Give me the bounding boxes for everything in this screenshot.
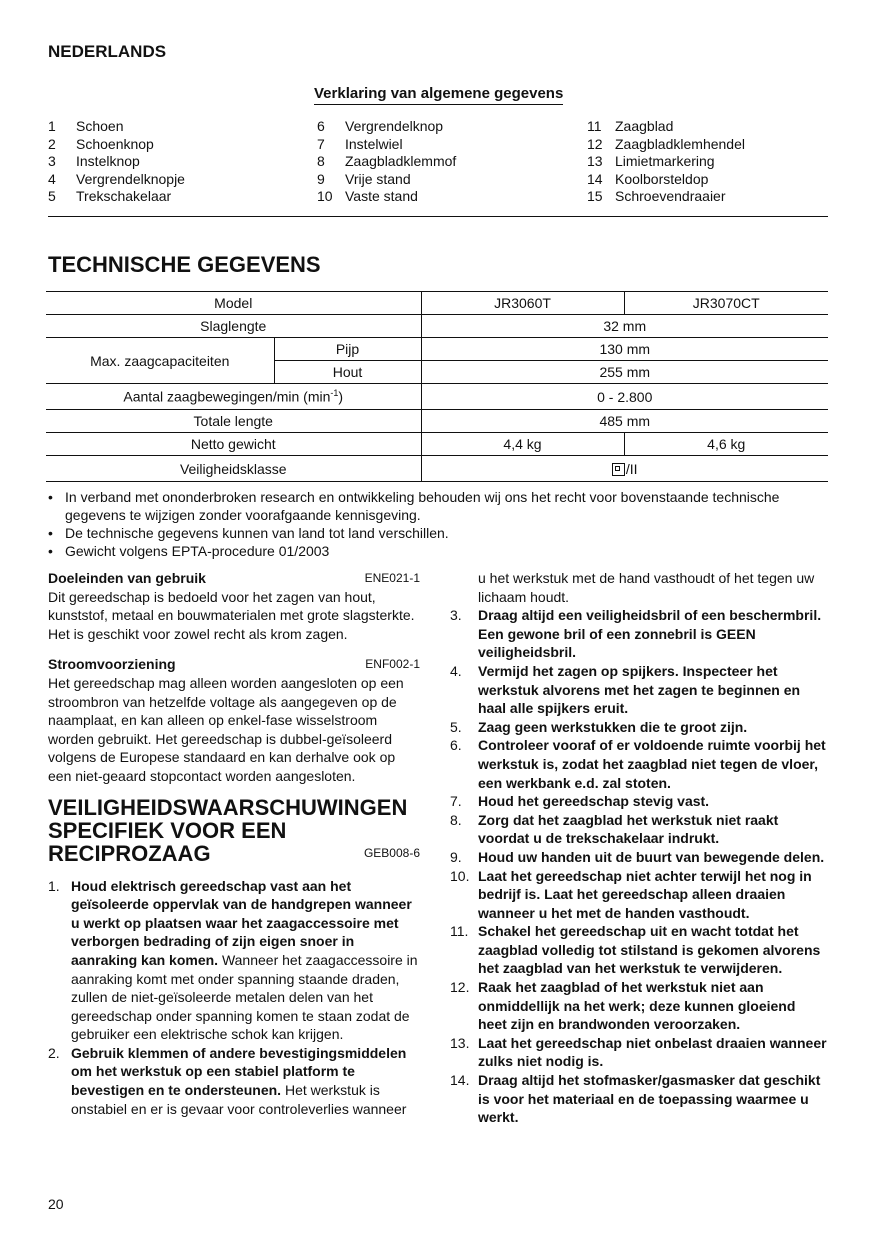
declaration-title: Verklaring van algemene gegevens (314, 85, 563, 105)
list-item: 9. Houd uw handen uit de buurt van bewegende delen. (450, 848, 825, 865)
safety-heading: VEILIGHEIDSWAARSCHUWINGEN SPECIFIEK VOOR EEN RECIPROZAAG GEB008-6 (48, 794, 420, 866)
power-supply-text: Het gereedschap mag alleen worden aangesloten op een stroombron van hetzelfde voltage als aangegeven op de naamplaat, en kan alleen op enkel-fase wisselstroom worden gebruikt. Het gereedschap is dubbel-geïsoleerd volgens de Europese standaard en kan derhalve ook op een niet-geaard stopcontact worden aangesloten. (48, 674, 404, 784)
list-item: 14. Draag altijd het stofmasker/gasmasker dat geschikt is voor het materiaal en de toepassing waarmee u werkt. (450, 1072, 821, 1126)
list-item: 4. Vermijd het zagen op spijkers. Inspecteer het werkstuk alvorens met het zagen te beginnen en haal alle spijkers eruit. (450, 662, 801, 717)
capacity-label: Max. zaagcapaciteiten (46, 338, 274, 384)
part-item: 10 Vaste stand (317, 188, 418, 205)
table-row (46, 410, 828, 433)
list-item: 11. Schakel het gereedschap uit en wacht totdat het zaagblad volledig tot stilstand is gekomen alvorens het zaagblad van het werkstuk te verwijderen. (450, 923, 821, 977)
intended-use-text: Dit gereedschap is bedoeld voor het zagen van hout, kunststof, metaal en bouwmaterialen met grote slagsterkte. Het is geschikt voor zowel recht als krom zagen. (48, 588, 415, 642)
intended-use-heading: Doeleinden van gebruik ENE021-1 (48, 570, 420, 586)
parts-column-2 (317, 118, 456, 206)
spm-label: Aantal zaagbewegingen/min $(\min^{-1})$ (46, 384, 421, 410)
list-item: • Gewicht volgens EPTA-procedure 01/2003 (48, 543, 330, 559)
list-item: 1. Houd elektrisch gereedschap vast aan het geïsoleerde oppervlak van de handgrepen wanneer u werkt op plaatsen waar het zaagaccessoire met verborgen bedrading of zijn eigen snoer in aanraking kan komen. Wanneer het zaagaccessoire in aanraking komt met onder spanning staande draden, zullen de niet-geïsoleerde metalen delen van het gereedschap onder spanning komen te staan zodat de gebruiker een elektrische schok kan krijgen. (48, 877, 418, 1043)
table-row (46, 338, 828, 361)
list-item: 5. Zaag geen werkstukken die te groot zijn. (450, 718, 748, 735)
page-number: 20 (48, 1196, 64, 1212)
stroke-value: 32 mm (421, 315, 828, 338)
parts-column-3 (587, 118, 745, 206)
power-supply-heading: Stroomvoorziening ENF002-1 (48, 656, 420, 673)
stroke-label: Slaglengte (46, 315, 421, 338)
section-divider (48, 216, 828, 217)
model-2: JR3070CT (624, 292, 828, 315)
part-item: 4 Vergrendelknopje (48, 170, 185, 187)
part-item: 11 Zaagblad (587, 118, 674, 134)
table-row (46, 433, 828, 456)
part-item: 2 Schoenknop (48, 135, 154, 152)
pipe-label: Pijp (274, 338, 421, 361)
safety-class-label: Veiligheidsklasse (46, 456, 421, 482)
list-item: 13. Laat het gereedschap niet onbelast draaien wanneer zulks niet nodig is. (450, 1034, 827, 1070)
weight-value-1: 4,4 kg (421, 433, 624, 456)
part-item: 9 Vrije stand (317, 170, 411, 187)
language-heading: NEDERLANDS (48, 42, 167, 61)
spm-value: 0 - 2.800 (421, 384, 828, 410)
parts-column-1 (48, 118, 185, 206)
item-2-continuation: u het werkstuk met de hand vasthoudt of het tegen uw lichaam houdt. (478, 570, 815, 605)
table-row (46, 292, 828, 315)
list-item: 7. Houd het gereedschap stevig vast. (450, 793, 710, 810)
list-item: 6. Controleer vooraf of er voldoende ruimte voorbij het werkstuk is, zodat het zaagblad niet tegen de vloer, een werkbank e.d. zal stoten. (450, 737, 826, 791)
table-row (46, 384, 828, 410)
right-column (450, 569, 828, 1127)
left-column (48, 569, 420, 1118)
model-label: Model (46, 292, 421, 315)
pipe-value: 130 mm (421, 338, 828, 361)
weight-value-2: 4,6 kg (624, 433, 828, 456)
list-item: 12. Raak het zaagblad of het werkstuk niet aan onmiddellijk na het werk; deze kunnen gloeiend heet zijn en brandwonden veroorzaken. (450, 979, 796, 1033)
specifications-table (46, 291, 828, 482)
safety-class-value: /II (421, 456, 828, 482)
part-item: 5 Trekschakelaar (48, 188, 172, 205)
length-value: 485 mm (421, 410, 828, 433)
weight-label: Netto gewicht (46, 433, 421, 456)
length-label: Totale lengte (46, 410, 421, 433)
part-item: 3 Instelknop (48, 153, 140, 170)
spec-notes (48, 488, 828, 560)
part-item: 6 Vergrendelknop (317, 118, 444, 134)
double-insulation-icon (612, 463, 625, 476)
part-item: 8 Zaagbladklemmof (317, 153, 457, 170)
table-row (46, 456, 828, 482)
list-item: 10. Laat het gereedschap niet achter terwijl het nog in bedrijf is. Laat het gereedschap alleen draaien wanneer u het met de handen vasthoudt. (450, 867, 812, 921)
list-item: • In verband met ononderbroken research en ontwikkeling behouden wij ons het recht voor bovenstaande technische gegevens te wijzigen zonder voorafgaande kennisgeving. (48, 489, 780, 523)
table-row (46, 315, 828, 338)
part-item: 14 Koolborsteldop (587, 170, 709, 187)
model-1: JR3060T (421, 292, 624, 315)
wood-label: Hout (274, 361, 421, 384)
list-item: 2. Gebruik klemmen of andere bevestigingsmiddelen om het werkstuk op een stabiel platform te bevestigen en te ondersteunen. Het werkstuk is onstabiel en er is gevaar voor controleverlies wanneer (48, 1044, 407, 1117)
list-item: 8. Zorg dat het zaagblad het werkstuk niet raakt voordat u de trekschakelaar indrukt. (450, 811, 779, 847)
list-item: 3. Draag altijd een veiligheidsbril of een beschermbril. Een gewone bril of een zonnebril is GEEN veiligheidsbril. (450, 607, 822, 661)
part-item: 7 Instelwiel (317, 135, 403, 152)
specs-title: TECHNISCHE GEGEVENS (48, 252, 321, 277)
wood-value: 255 mm (421, 361, 828, 384)
part-item: 1 Schoen (48, 118, 124, 134)
part-item: 15 Schroevendraaier (587, 188, 726, 205)
part-item: 13 Limietmarkering (587, 153, 715, 170)
part-item: 12 Zaagbladklemhendel (587, 135, 745, 152)
list-item: • De technische gegevens kunnen van land tot land verschillen. (48, 525, 449, 541)
